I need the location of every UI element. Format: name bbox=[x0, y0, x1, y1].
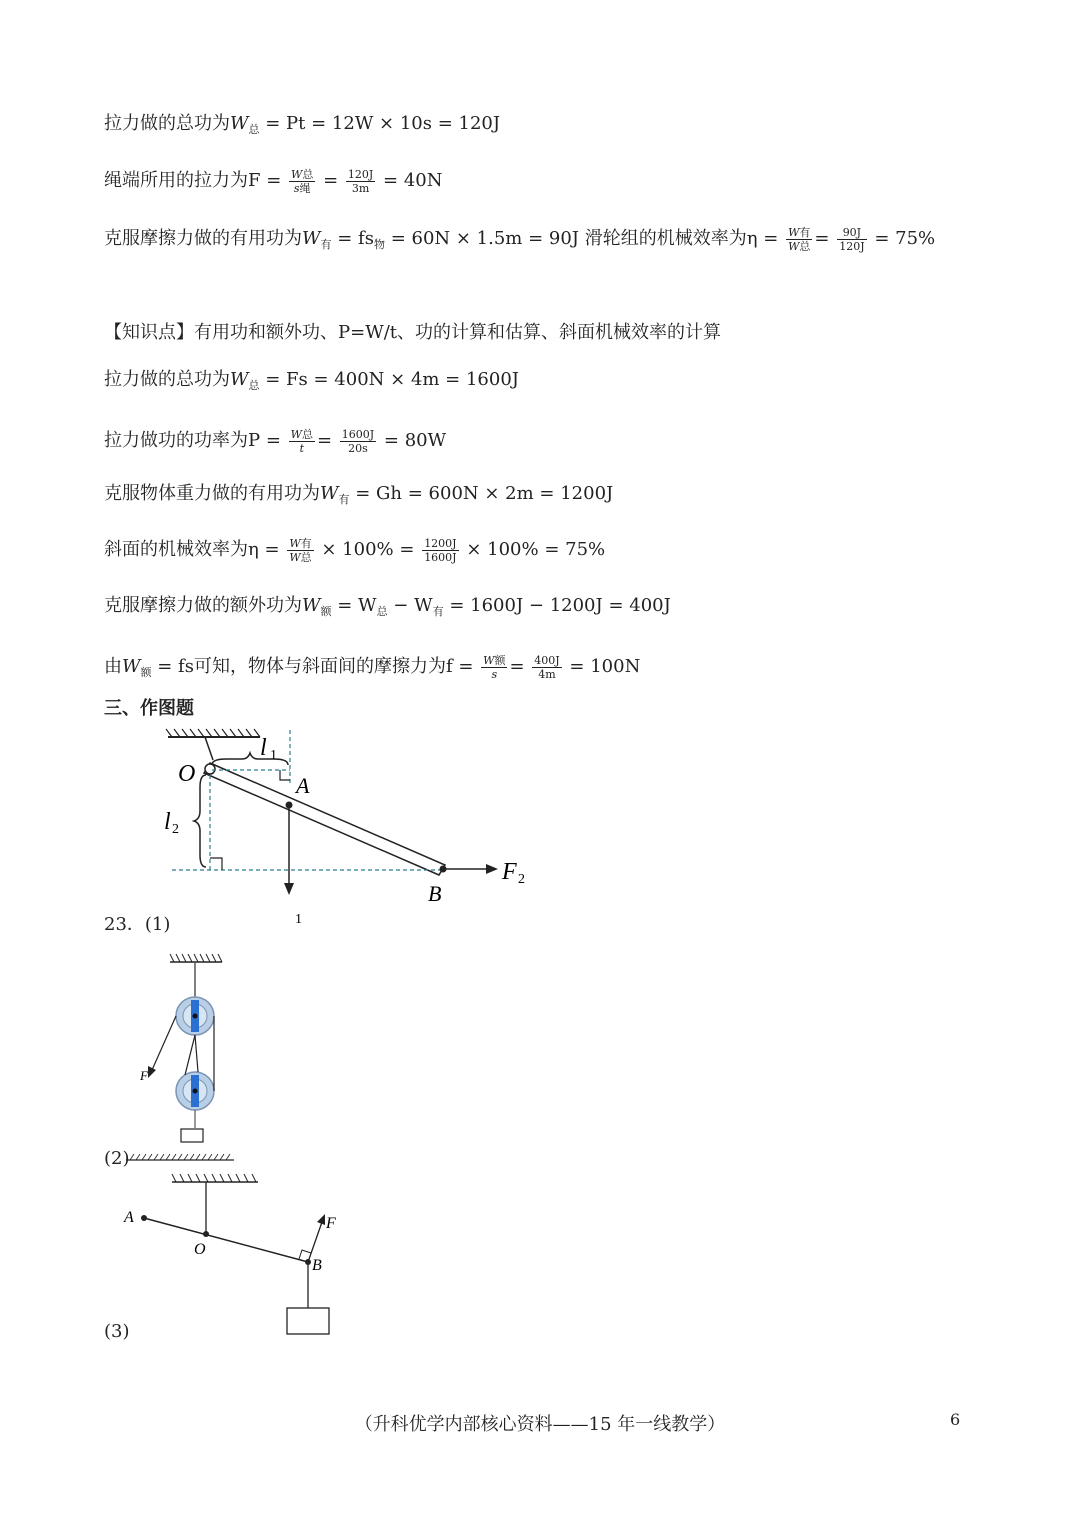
result: = 80W bbox=[383, 430, 447, 451]
equation: = Pt = 12W × 10s = 120J bbox=[265, 113, 501, 134]
label-F: F bbox=[326, 1215, 336, 1232]
line-efficiency bbox=[104, 536, 605, 564]
label-F2-sub: 2 bbox=[518, 872, 525, 887]
fraction: $\frac{\text{W有}}{\text{W总}}$ bbox=[289, 536, 312, 564]
label-B: B bbox=[428, 881, 442, 906]
knowledge-point: 【知识点】有用功和额外功、P=W/t、功的计算和估算、斜面机械效率的计算 bbox=[104, 322, 721, 343]
eq-left: F = bbox=[248, 170, 282, 191]
result: × 100% = 75% bbox=[466, 539, 606, 560]
mul: × 100% = bbox=[321, 539, 415, 560]
lhs: P = bbox=[248, 430, 281, 451]
label-F1-sub: 1 bbox=[295, 912, 302, 927]
eq2: − W bbox=[393, 595, 433, 616]
text: 绳端所用的拉力为 bbox=[104, 170, 248, 191]
lhs: f = bbox=[445, 656, 474, 677]
label-l2: l bbox=[164, 809, 171, 835]
label-F: F bbox=[140, 1068, 148, 1083]
eq: = fs bbox=[157, 656, 194, 677]
eta: η = bbox=[746, 228, 779, 249]
lever-diagram bbox=[150, 725, 550, 930]
label-l1: l bbox=[260, 735, 267, 761]
fraction: $\frac{\text{W有}}{\text{W总}}$ bbox=[788, 225, 811, 253]
label-F2: F bbox=[502, 859, 517, 885]
mid-text: 可知，物体与斜面间的摩擦力为 bbox=[193, 656, 446, 677]
fraction-2: $\frac{1200J}{1600J}$ bbox=[424, 536, 457, 564]
eq: = Gh = 600N × 2m = 1200J bbox=[355, 483, 614, 504]
eq2: = 60N × 1.5m = 90J bbox=[390, 228, 580, 249]
label-l2-sub: 2 bbox=[172, 822, 179, 837]
label-l1-sub: 1 bbox=[270, 748, 277, 763]
line-total-work-2: 拉力做的总功为$W_总 = Fs = 400N \times 4m = 1600J$ bbox=[104, 369, 520, 392]
text: 拉力做功的功率为 bbox=[104, 430, 248, 451]
result: = 100N bbox=[569, 656, 641, 677]
fraction: $\frac{\text{W总}}{\text{s绳}}$ bbox=[291, 167, 314, 195]
text: 拉力做的总功为 bbox=[104, 113, 230, 134]
fraction-2: $\frac{1600J}{20s}$ bbox=[341, 427, 375, 455]
label-A: A bbox=[296, 773, 310, 798]
ground-hatch bbox=[126, 1152, 236, 1164]
eq: = Fs = 400N × 4m = 1600J bbox=[265, 369, 520, 390]
text: 克服摩擦力做的有用功为 bbox=[104, 228, 302, 249]
text: 克服摩擦力做的额外功为 bbox=[104, 595, 302, 616]
eq1: = W bbox=[337, 595, 377, 616]
q23-part2-label: (2) bbox=[104, 1148, 130, 1169]
line-useful-work-friction: 克服摩擦力做的有用功为$W_有 = fs_物 = 60N \times 1.5m = 90J$ 滑轮组的机械效率为η = $\frac{\text{W有}}{\text{W总}}$ = $\frac{90J}{120J}$ = 75% bbox=[104, 225, 936, 253]
line-total-work-1: 拉力做的总功为$W_总 = Pt = 12W \times 10s = 120J$ bbox=[104, 113, 501, 136]
eq-right: = 40N bbox=[383, 170, 443, 191]
line-useful-work-gravity: 克服物体重力做的有用功为$W_有 = Gh = 600N \times 2m = 1200J$ bbox=[104, 483, 614, 506]
text: 由 bbox=[104, 656, 122, 677]
line-extra-work: 克服摩擦力做的额外功为$W_额 = W_总 - W_有 = 1600J - 1200J = 400J$ bbox=[104, 595, 671, 618]
eq-mid: = bbox=[323, 170, 339, 191]
line-power: 拉力做功的功率为P = $\frac{\text{W总}}{t}$ = $\frac{1600J}{20s}$ = 80W bbox=[104, 427, 447, 455]
label-B: B bbox=[312, 1257, 322, 1274]
text: 克服物体重力做的有用功为 bbox=[104, 483, 320, 504]
fraction: $\frac{\text{W总}}{t}$ bbox=[290, 427, 313, 455]
eq: = fs bbox=[337, 228, 374, 249]
fraction-2: $\frac{400J}{4m}$ bbox=[534, 653, 560, 681]
label-O: O bbox=[194, 1241, 206, 1258]
footer: （升科优学内部核心资料——15 年一线教学） bbox=[354, 1414, 726, 1435]
line-rope-force bbox=[104, 167, 443, 195]
result: = 75% bbox=[874, 228, 936, 249]
q22-answers bbox=[104, 277, 323, 305]
fraction-2: $\frac{90J}{120J}$ bbox=[839, 225, 865, 253]
eq3: = 1600J − 1200J = 400J bbox=[449, 595, 671, 616]
page-number: 6 bbox=[950, 1410, 961, 1429]
label-O: O bbox=[178, 761, 196, 787]
line-friction-force: 由$W_额$ = fs可知，物体与斜面间的摩擦力为f = $\frac{\text{W额}}{s}$ = $\frac{400J}{4m}$ = 100N bbox=[104, 653, 641, 681]
q23-label: 23．(1) bbox=[104, 914, 171, 935]
label-A: A bbox=[124, 1209, 134, 1226]
q23-part3-label: (3) bbox=[104, 1321, 130, 1342]
text: 拉力做的总功为 bbox=[104, 369, 230, 390]
section-heading: 三、作图题 bbox=[104, 698, 194, 719]
text: 斜面的机械效率为 bbox=[104, 539, 248, 560]
fraction-2: $\frac{120J}{3m}$ bbox=[347, 167, 374, 195]
mid-text: 滑轮组的机械效率为 bbox=[584, 228, 747, 249]
pulley-diagram bbox=[130, 950, 250, 1150]
fraction: $\frac{\text{W额}}{s}$ bbox=[483, 653, 506, 681]
lever-weight-diagram bbox=[118, 1170, 358, 1340]
eta: η = bbox=[248, 539, 280, 560]
